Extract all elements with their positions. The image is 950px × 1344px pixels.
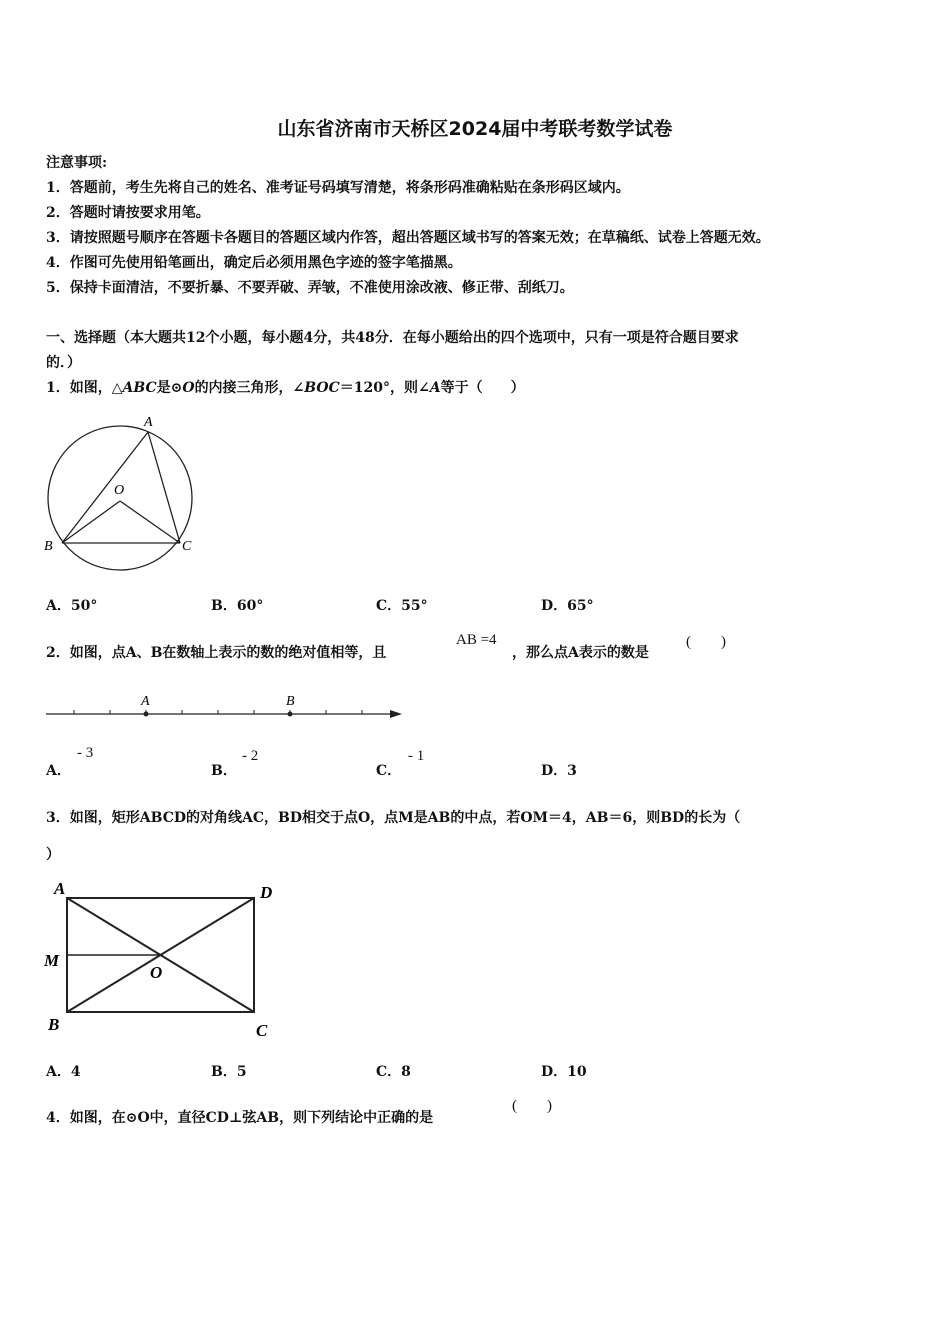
option-value: 4 bbox=[70, 1064, 81, 1080]
q3-option-d[interactable] bbox=[541, 1061, 587, 1081]
option-label: D． bbox=[541, 598, 568, 614]
q3-option-b[interactable] bbox=[211, 1061, 247, 1081]
option-label: D． bbox=[541, 763, 568, 779]
q1-option-b[interactable] bbox=[211, 595, 263, 615]
q1-angle-a: A bbox=[429, 380, 441, 396]
option-label: B． bbox=[211, 1064, 237, 1080]
q1-text-5: 等于（ ） bbox=[440, 380, 525, 396]
section-heading-line-2: 的．） bbox=[46, 355, 81, 371]
notice-item-3: 3．请按照题号顺序在答题卡各题目的答题区域内作答，超出答题区域书写的答案无效；在草稿纸、试卷上答题无效。 bbox=[46, 230, 770, 246]
number-line-arrow bbox=[390, 710, 402, 718]
q1-text-1: 1．如图，△ bbox=[46, 380, 123, 396]
q3-label-o: O bbox=[150, 963, 163, 982]
section-heading-line-1: 一、选择题（本大题共12个小题，每小题4分，共48分．在每小题给出的四个选项中，只有一项是符合题目要求 bbox=[46, 330, 739, 346]
q1-circle-figure bbox=[38, 408, 208, 578]
option-value: 65° bbox=[567, 598, 594, 614]
q1-radius-ob bbox=[62, 501, 120, 543]
option-value: 50° bbox=[70, 598, 98, 614]
option-value: 60° bbox=[236, 598, 264, 614]
q2-option-b-label[interactable]: B． bbox=[211, 763, 237, 779]
page-title: 山东省济南市天桥区2024届中考联考数学试卷 bbox=[277, 118, 673, 140]
q3-label-d: D bbox=[260, 883, 273, 902]
option-value: 10 bbox=[567, 1064, 587, 1080]
q1-radius-oc bbox=[120, 501, 180, 543]
q2-option-c-value: - 1 bbox=[408, 748, 425, 764]
option-label: C． bbox=[376, 598, 402, 614]
q3-label-m: M bbox=[44, 951, 60, 970]
q1-label-c: C bbox=[182, 539, 192, 554]
question-1-stem bbox=[46, 377, 525, 397]
q1-text-2: 是⊙ bbox=[156, 380, 183, 396]
q2-number-line bbox=[40, 688, 410, 728]
q2-option-b-value: - 2 bbox=[242, 748, 259, 764]
option-value: 55° bbox=[401, 598, 428, 614]
q1-label-o: O bbox=[114, 483, 125, 498]
option-value: 5 bbox=[236, 1064, 247, 1080]
q3-label-c: C bbox=[256, 1021, 268, 1040]
option-label: D． bbox=[541, 1064, 568, 1080]
notice-item-4: 4．作图可先使用铅笔画出，确定后必须用黑色字迹的签字笔描黑。 bbox=[46, 255, 462, 271]
notice-heading: 注意事项: bbox=[46, 155, 108, 171]
q2-option-d[interactable] bbox=[541, 760, 577, 780]
option-label: A． bbox=[46, 598, 71, 614]
q4-answer-paren: ( ) bbox=[512, 1098, 552, 1114]
q1-circle bbox=[48, 426, 192, 570]
option-label: B． bbox=[211, 598, 237, 614]
q3-rectangle-figure bbox=[40, 874, 290, 1046]
q1-triangle-name: ABC bbox=[122, 380, 157, 396]
q1-label-b: B bbox=[44, 539, 53, 554]
notice-item-1: 1．答题前，考生先将自己的姓名、准考证号码填写清楚，将条形码准确粘贴在条形码区域内。 bbox=[46, 180, 630, 196]
q1-label-a: A bbox=[144, 415, 153, 430]
q1-side-ab bbox=[62, 432, 148, 543]
q1-option-d[interactable] bbox=[541, 595, 594, 615]
notice-item-2: 2．答题时请按要求用笔。 bbox=[46, 205, 210, 221]
q3-option-a[interactable] bbox=[46, 1061, 81, 1081]
q1-option-a[interactable] bbox=[46, 595, 97, 615]
q3-option-c[interactable] bbox=[376, 1061, 411, 1081]
q1-angle-name: BOC bbox=[304, 380, 340, 396]
q3-label-a: A bbox=[54, 879, 66, 898]
q1-side-ac bbox=[148, 432, 180, 543]
q1-text-4: ＝120°，则∠ bbox=[339, 380, 430, 396]
q2-option-c-label[interactable]: C． bbox=[376, 763, 402, 779]
point-a bbox=[144, 712, 149, 717]
q2-answer-paren: ( ) bbox=[686, 634, 726, 650]
question-4-stem: 4．如图，在⊙O中，直径CD⊥弦AB，则下列结论中正确的是 bbox=[46, 1110, 434, 1126]
q2-formula: AB =4 bbox=[456, 632, 497, 648]
question-3-stem-line-2: ） bbox=[46, 847, 60, 863]
q1-option-c[interactable] bbox=[376, 595, 428, 615]
option-label: A． bbox=[46, 1064, 71, 1080]
question-2-stem-start: 2．如图，点A、B在数轴上表示的数的绝对值相等，且 bbox=[46, 645, 387, 661]
point-b bbox=[288, 712, 293, 717]
q2-label-a: A bbox=[141, 694, 150, 709]
q2-label-b: B bbox=[286, 694, 295, 709]
option-label: C． bbox=[376, 1064, 402, 1080]
q2-option-a-label[interactable]: A． bbox=[46, 763, 71, 779]
q1-circle-name: O bbox=[182, 380, 195, 396]
option-value: 3 bbox=[567, 763, 577, 779]
q3-label-b: B bbox=[48, 1015, 60, 1034]
question-2-stem-end: ，那么点A表示的数是 bbox=[512, 645, 649, 661]
option-value: 8 bbox=[401, 1064, 411, 1080]
q1-text-3: 的内接三角形，∠ bbox=[194, 380, 305, 396]
notice-item-5: 5．保持卡面清洁，不要折暴、不要弄破、弄皱，不准使用涂改液、修正带、刮纸刀。 bbox=[46, 280, 574, 296]
q2-option-a-value: - 3 bbox=[77, 745, 94, 761]
question-3-stem-line-1: 3．如图，矩形ABCD的对角线AC，BD相交于点O，点M是AB的中点，若OM＝4，AB＝6，则BD的长为（ bbox=[46, 810, 741, 826]
